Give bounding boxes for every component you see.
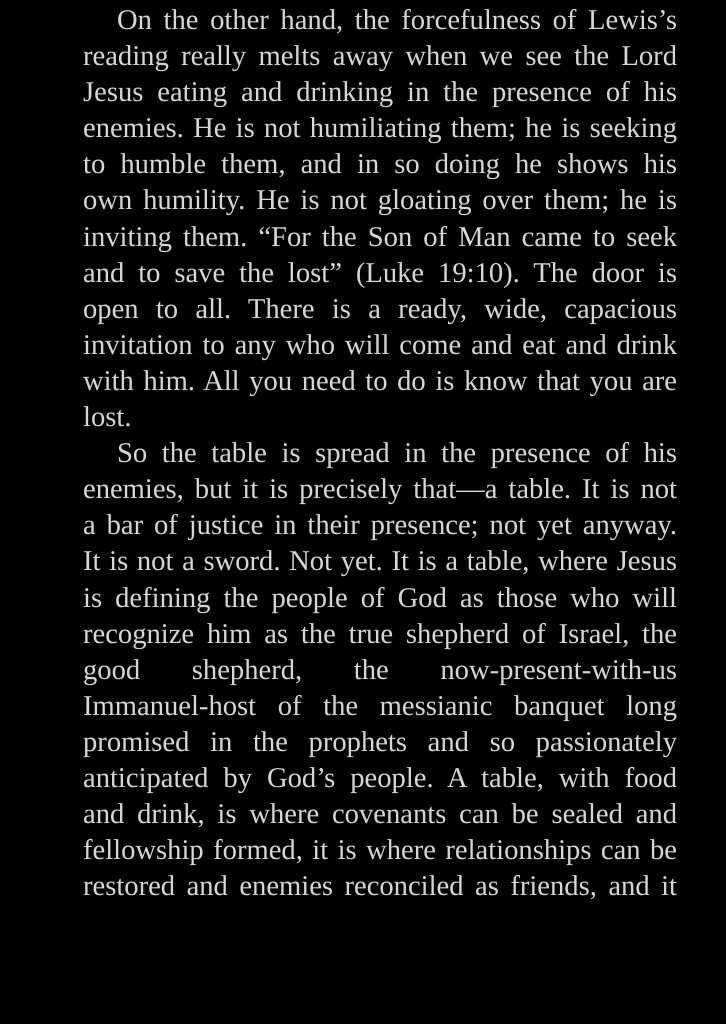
text-line: and to save the lost” (Luke 19:10). The door is [83, 257, 677, 289]
text-line: Jesus eating and drinking in the presence of his [83, 77, 677, 109]
text-line: enemies, but it is precisely that—a table. It is not [83, 474, 677, 506]
text-line: to humble them, and in so doing he shows his [83, 149, 677, 181]
text-line: promised in the prophets and so passionately [83, 726, 677, 758]
text-line: recognize him as the true shepherd of Israel, the [83, 618, 677, 650]
text-line: reading really melts away when we see the Lord [83, 41, 677, 73]
text-line: invitation to any who will come and eat and drink [83, 329, 677, 361]
text-line: enemies. He is not humiliating them; he is seeking [83, 113, 677, 145]
book-page [49, 3, 677, 905]
text-line: anticipated by God’s people. A table, with food [83, 762, 677, 794]
text-line: Immanuel-host of the messianic banquet long [83, 690, 677, 722]
text-line: good shepherd, the now-present-with-us [83, 654, 677, 686]
text-line: own humility. He is not gloating over them; he is [83, 185, 677, 217]
text-line: lost. [83, 402, 132, 434]
text-line: On the other hand, the forcefulness of Lewis’s [117, 5, 677, 36]
text-line: is defining the people of God as those who will [83, 582, 677, 614]
text-line: fellowship formed, it is where relationships can be [83, 835, 677, 867]
paragraph [49, 3, 677, 436]
text-line: with him. All you need to do is know that you are [83, 365, 677, 397]
text-line: open to all. There is a ready, wide, capacious [83, 293, 677, 325]
text-line: So the table is spread in the presence of his [117, 438, 677, 470]
text-line: It is not a sword. Not yet. It is a table, where Jesus [83, 546, 677, 578]
paragraph [49, 436, 677, 905]
text-line: inviting them. “For the Son of Man came to seek [83, 221, 677, 253]
text-line: and drink, is where covenants can be sealed and [83, 799, 677, 831]
text-line: a bar of justice in their presence; not yet anyway. [83, 510, 677, 542]
text-line: restored and enemies reconciled as friends, and it [83, 871, 677, 903]
